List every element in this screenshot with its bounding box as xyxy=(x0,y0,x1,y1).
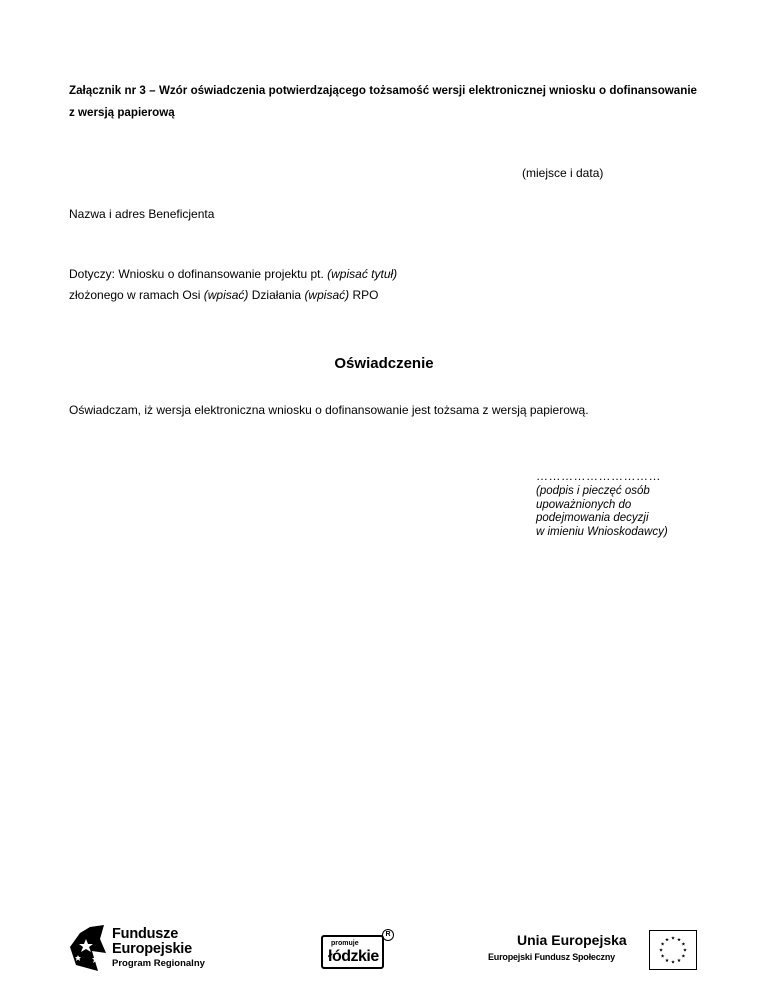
eu-star-icon xyxy=(671,936,675,939)
lodzkie-small-text: promuje xyxy=(331,940,359,947)
submitted-part1: złożonego w ramach Osi xyxy=(69,288,204,302)
fe-subtitle: Program Regionalny xyxy=(112,958,205,969)
promuje-lodzkie-logo xyxy=(320,929,396,973)
statement-text: Oświadczam, iż wersja elektroniczna wniosku o dofinansowanie jest tożsama z wersją papierową. xyxy=(69,403,589,417)
submitted-line xyxy=(69,287,378,303)
eu-star-icon xyxy=(659,948,663,951)
ue-subtitle: Europejski Fundusz Społeczny xyxy=(488,952,615,962)
eu-star-icon xyxy=(682,954,686,957)
eu-star-icon xyxy=(677,958,681,961)
signature-caption-line: upoważnionych do xyxy=(536,498,632,511)
eu-star-icon xyxy=(677,938,681,941)
fe-line2: Europejskie xyxy=(112,941,192,957)
submitted-part2: Działania xyxy=(248,288,305,302)
lodzkie-box xyxy=(321,935,384,969)
title-placeholder: (wpisać tytuł) xyxy=(327,267,398,281)
eu-star-icon xyxy=(665,958,669,961)
concerns-prefix: Dotyczy: Wniosku o dofinansowanie projektu pt. xyxy=(69,267,328,281)
submitted-part3: RPO xyxy=(349,288,379,302)
fe-line1: Fundusze xyxy=(112,926,179,942)
statement-title: Oświadczenie xyxy=(334,355,434,372)
eu-star-icon xyxy=(661,954,665,957)
eu-star-icon xyxy=(665,938,669,941)
concerns-line xyxy=(69,266,397,282)
eu-flag-icon xyxy=(649,930,697,970)
eu-star-icon xyxy=(661,942,665,945)
fe-stars-icon xyxy=(68,925,108,973)
signature-caption xyxy=(536,485,668,539)
document-heading: Załącznik nr 3 – Wzór oświadczenia potwierdzającego tożsamość wersji elektronicznej wniosku o dofinansowanie z wersją papierową xyxy=(69,84,697,119)
beneficiary-label: Nazwa i adres Beneficjenta xyxy=(69,207,215,221)
fe-logo-text xyxy=(112,927,192,957)
action-placeholder: (wpisać) xyxy=(304,288,350,302)
lodzkie-big-text: łódzkie xyxy=(328,948,379,965)
eu-star-icon xyxy=(683,948,687,951)
signature-caption-line: (podpis i pieczęć osób xyxy=(536,485,650,497)
eu-star-icon xyxy=(682,942,686,945)
signature-caption-line: w imieniu Wnioskodawcy) xyxy=(536,525,668,538)
ue-title: Unia Europejska xyxy=(517,932,627,948)
signature-dots: ………………………… xyxy=(536,469,661,483)
unia-europejska-logo xyxy=(488,930,700,972)
eu-star-icon xyxy=(671,960,675,963)
place-date-label: (miejsce i data) xyxy=(522,166,604,180)
registered-mark-icon: R xyxy=(382,929,394,941)
axis-placeholder: (wpisać) xyxy=(203,288,249,302)
fundusze-europejskie-logo xyxy=(68,925,228,975)
signature-caption-line: podejmowania decyzji xyxy=(536,512,649,524)
